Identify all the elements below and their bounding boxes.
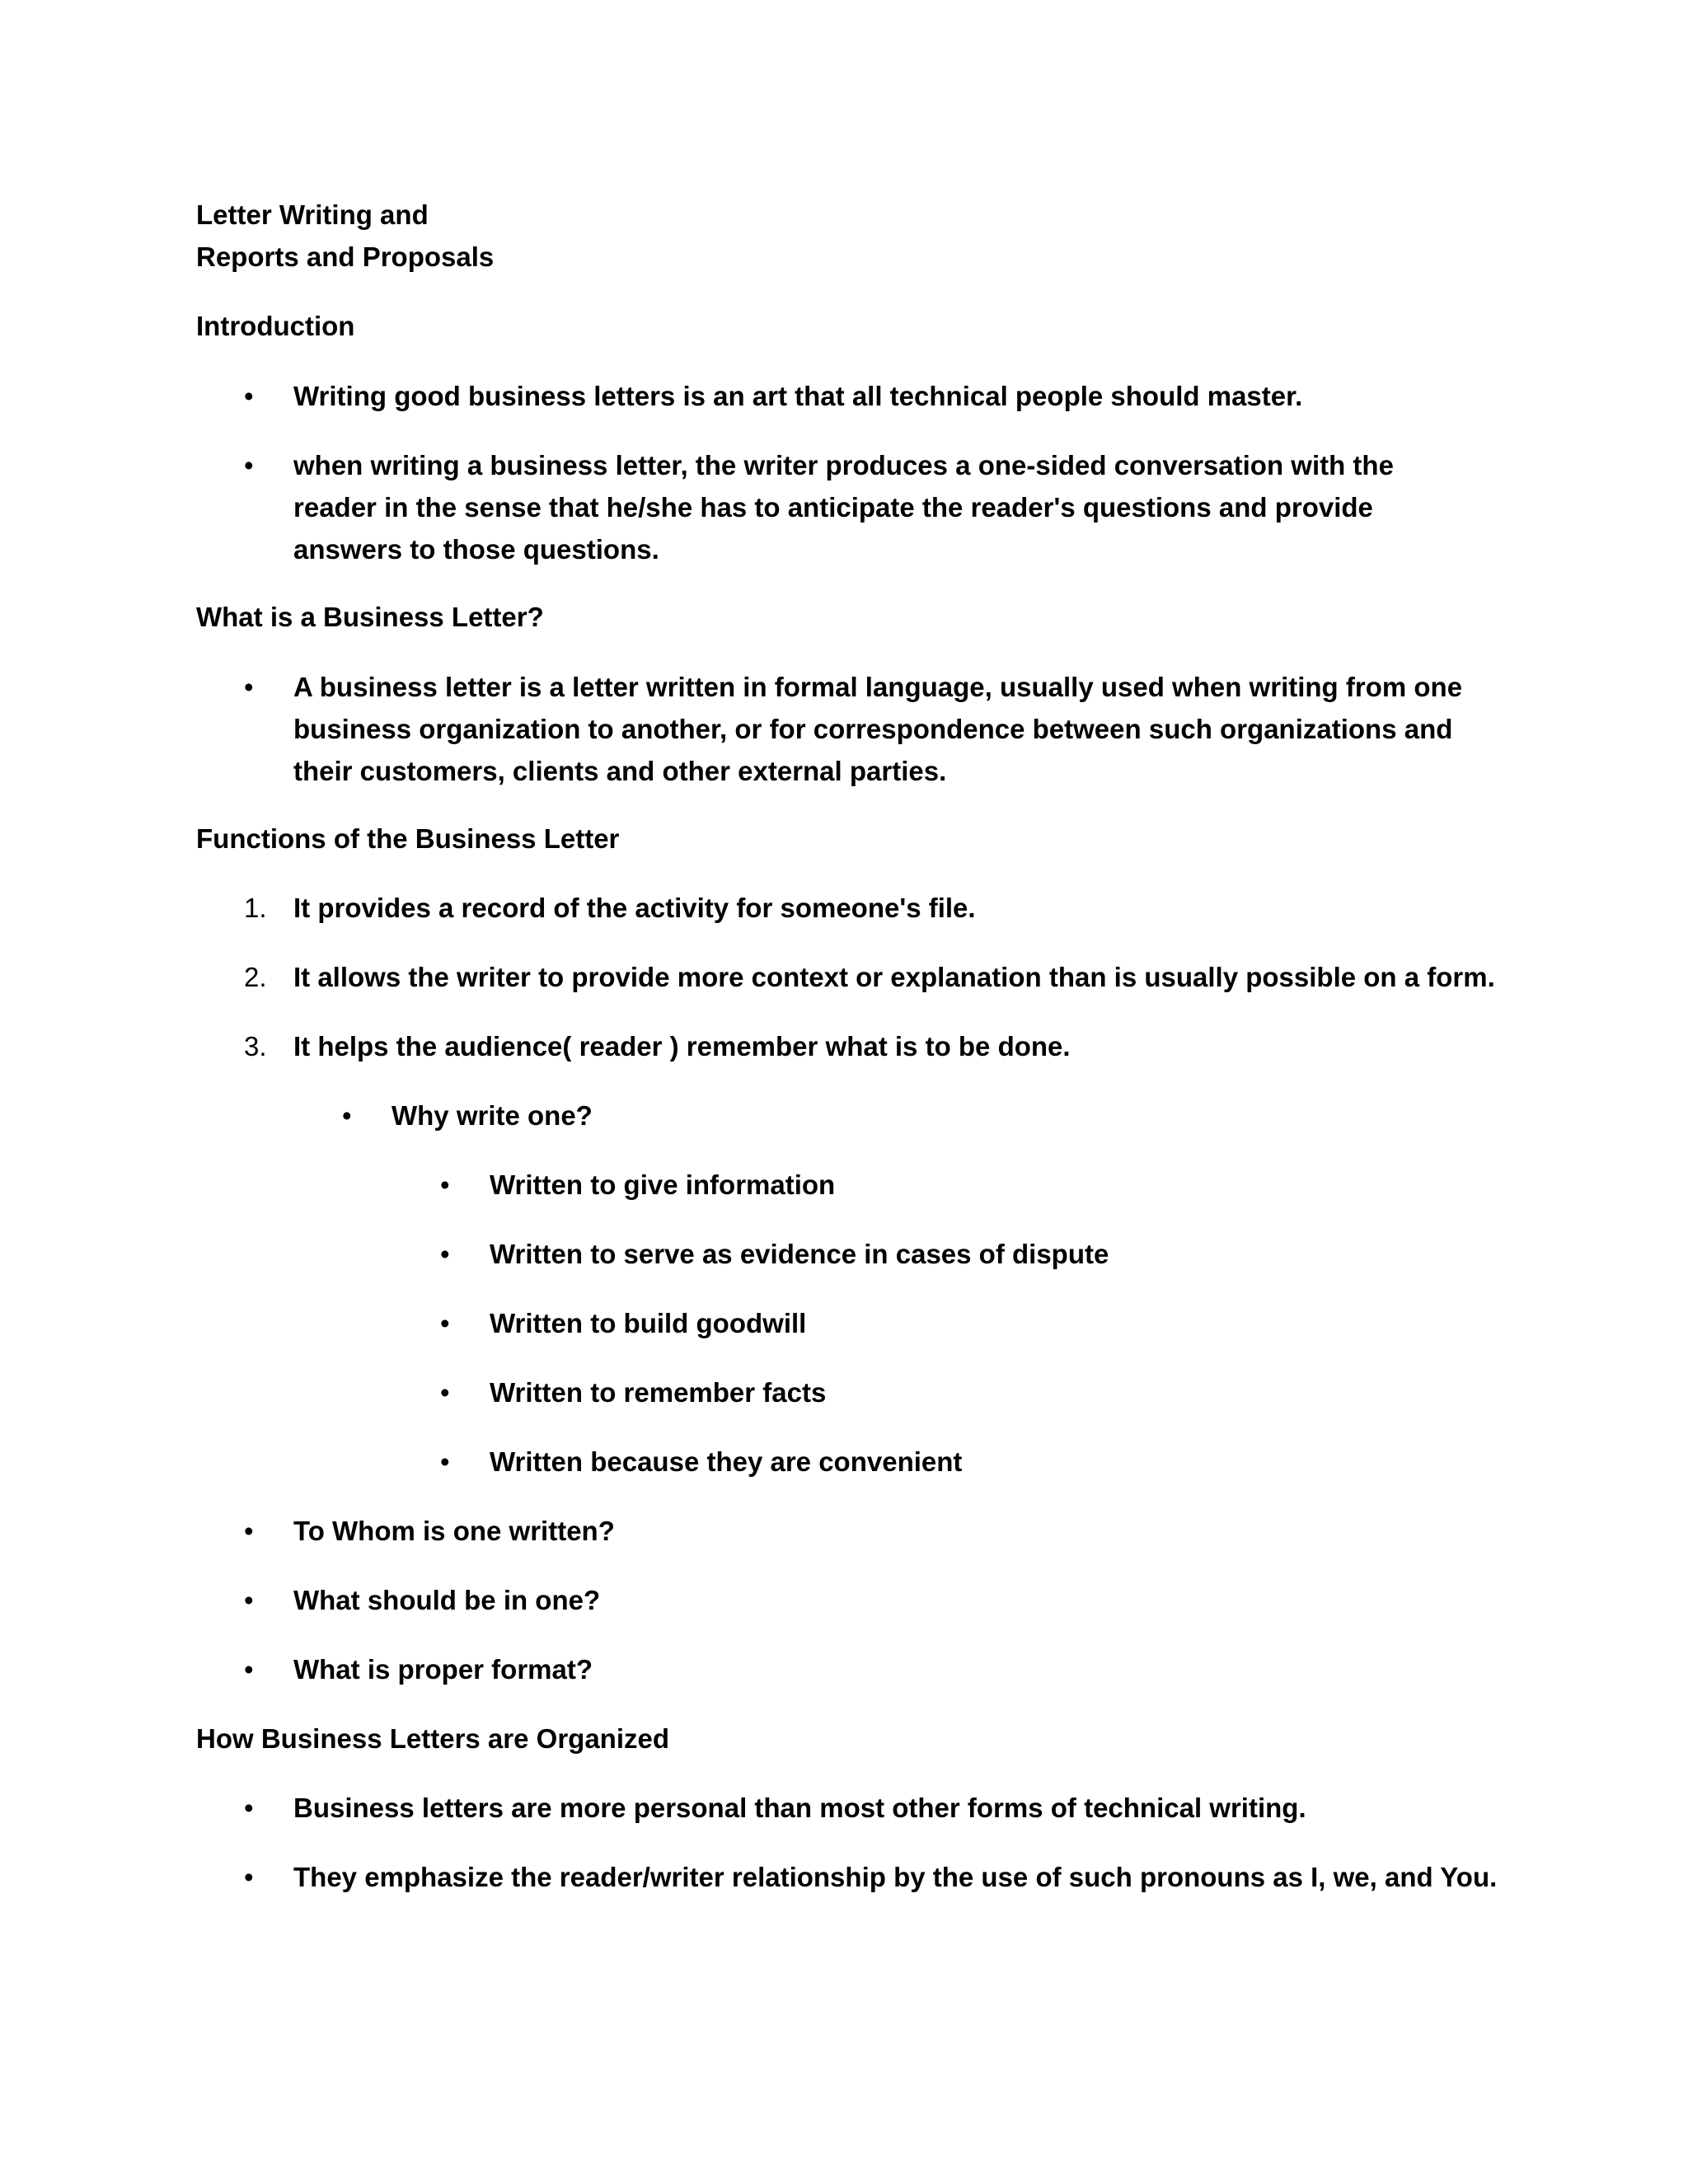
bullet-icon: • bbox=[244, 1516, 254, 1546]
list-number: 3. bbox=[244, 1031, 267, 1062]
list-number: 2. bbox=[244, 962, 267, 992]
bullet-icon: • bbox=[440, 1239, 450, 1269]
organized-bullet-1: Business letters are more personal than most other forms of technical writing. bbox=[293, 1793, 1306, 1823]
bullet-icon: • bbox=[440, 1446, 450, 1477]
question-item-1: To Whom is one written? bbox=[293, 1516, 615, 1546]
reason-item-2: Written to serve as evidence in cases of dispute bbox=[490, 1239, 1109, 1269]
list-number: 1. bbox=[244, 893, 267, 923]
question-item-2: What should be in one? bbox=[293, 1585, 601, 1615]
bullet-icon: • bbox=[244, 381, 254, 411]
bullet-icon: • bbox=[244, 450, 254, 480]
title-line-1: Letter Writing and bbox=[196, 199, 429, 230]
bullet-icon: • bbox=[440, 1308, 450, 1338]
intro-bullet-2: when writing a business letter, the writer produces a one-sided conversation with the reader in the sense that he/she has to anticipate the reader's questions and provide answers to those questions. bbox=[293, 450, 1394, 565]
reason-item-3: Written to build goodwill bbox=[490, 1308, 807, 1338]
reason-item-1: Written to give information bbox=[490, 1169, 836, 1200]
reason-item-5: Written because they are convenient bbox=[490, 1446, 963, 1477]
intro-bullet-1: Writing good business letters is an art that all technical people should master. bbox=[293, 381, 1303, 411]
function-item-1: It provides a record of the activity for someone's file. bbox=[293, 893, 976, 923]
bullet-icon: • bbox=[440, 1377, 450, 1408]
bullet-icon: • bbox=[244, 1585, 254, 1615]
why-write-label: Why write one? bbox=[392, 1100, 593, 1131]
bullet-icon: • bbox=[244, 672, 254, 702]
bullet-icon: • bbox=[342, 1100, 352, 1131]
section-heading-what-is: What is a Business Letter? bbox=[196, 602, 544, 632]
bullet-icon: • bbox=[244, 1793, 254, 1823]
section-heading-introduction: Introduction bbox=[196, 311, 355, 341]
what-is-bullet-1: A business letter is a letter written in formal language, usually used when writing from one business organization to another, or for correspondence between such organizations and their customers, clients and other external parties. bbox=[293, 672, 1463, 786]
title-line-2: Reports and Proposals bbox=[196, 241, 495, 272]
bullet-icon: • bbox=[440, 1169, 450, 1200]
bullet-icon: • bbox=[244, 1654, 254, 1685]
reason-item-4: Written to remember facts bbox=[490, 1377, 827, 1408]
organized-bullet-2: They emphasize the reader/writer relationship by the use of such pronouns as I, we, and You. bbox=[293, 1862, 1498, 1892]
bullet-icon: • bbox=[244, 1862, 254, 1892]
section-heading-functions: Functions of the Business Letter bbox=[196, 823, 620, 854]
section-heading-organized: How Business Letters are Organized bbox=[196, 1723, 670, 1754]
function-item-3: It helps the audience( reader ) remember what is to be done. bbox=[293, 1031, 1071, 1062]
function-item-2: It allows the writer to provide more context or explanation than is usually possible on a form. bbox=[293, 962, 1495, 992]
question-item-3: What is proper format? bbox=[293, 1654, 593, 1685]
